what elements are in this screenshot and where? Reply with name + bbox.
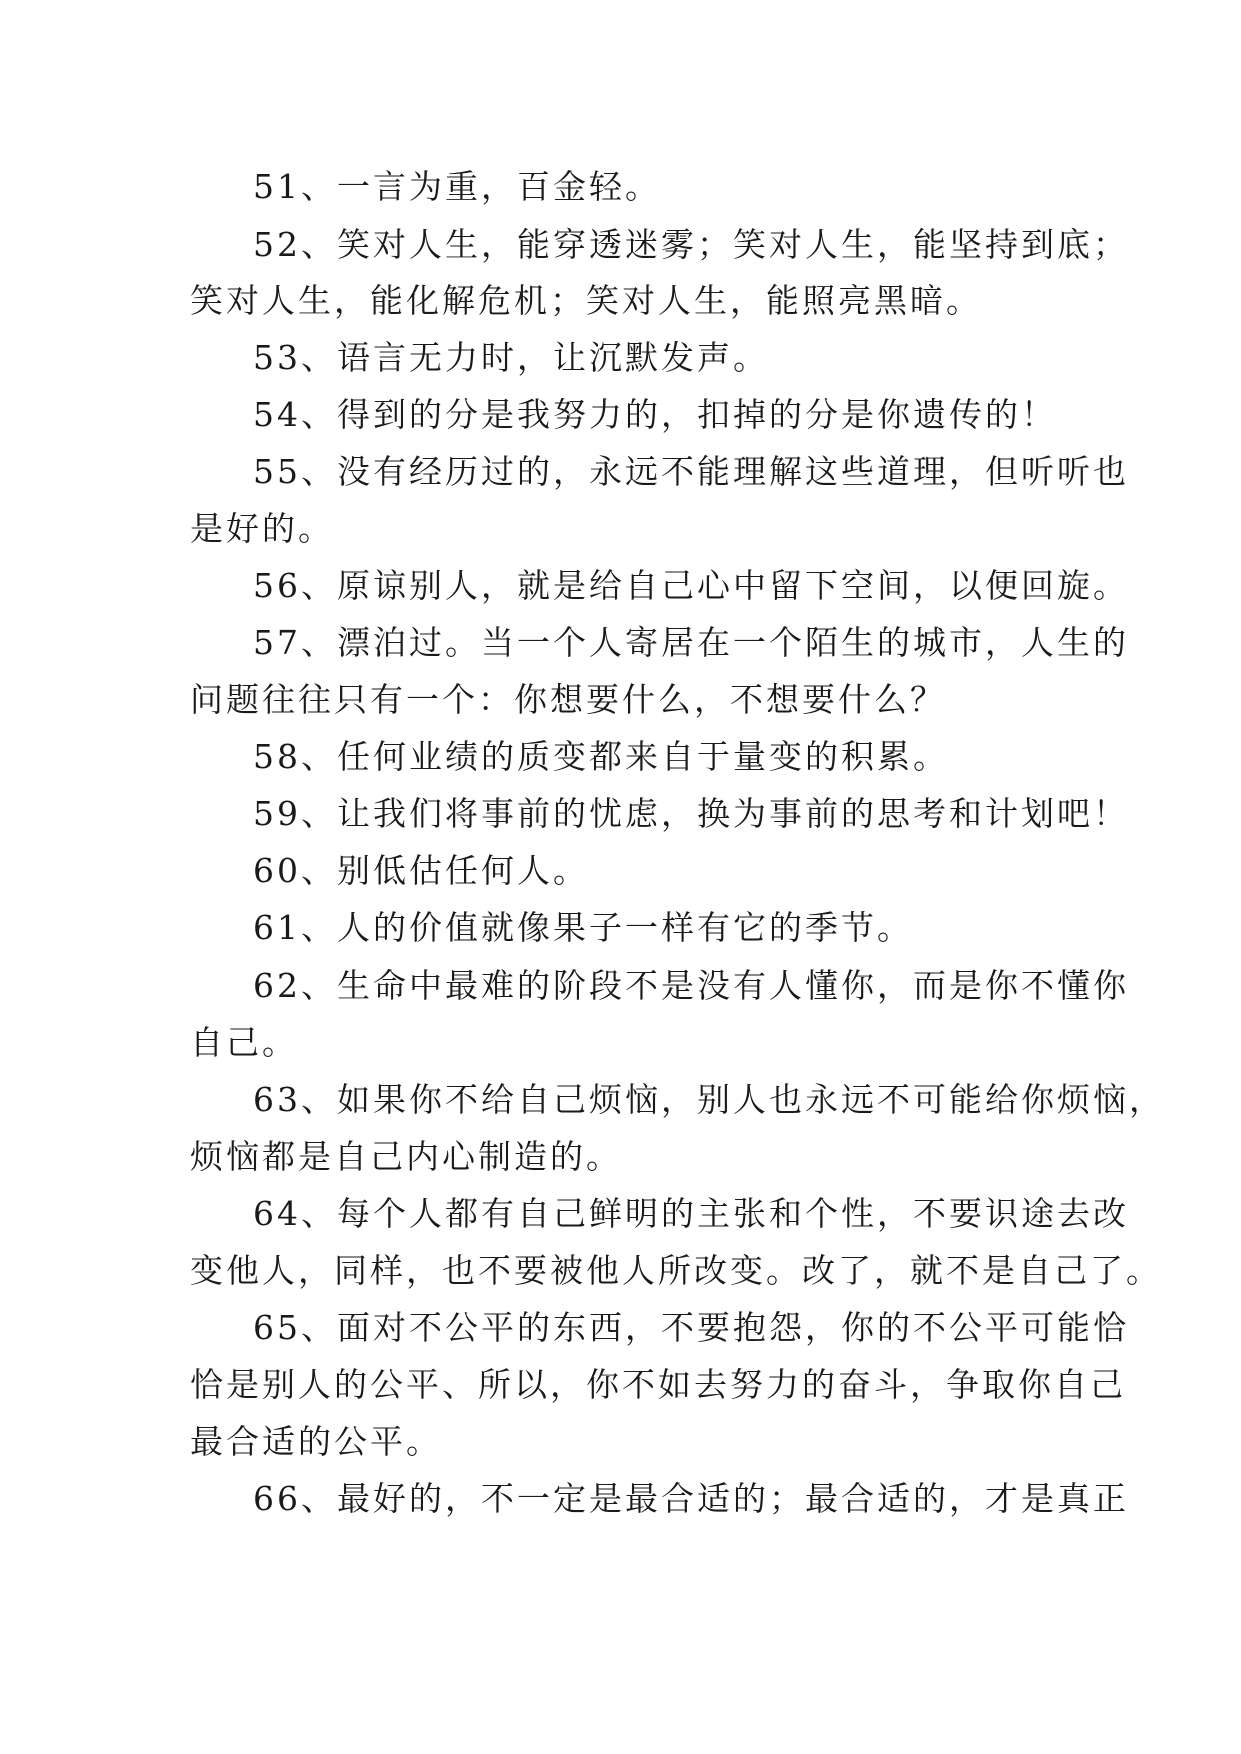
text-line: 烦恼都是自己内心制造的。 — [190, 1137, 622, 1176]
text-line: 64、每个人都有自己鲜明的主张和个性，不要识途去改 — [253, 1194, 1129, 1233]
text-line: 52、笑对人生，能穿透迷雾；笑对人生，能坚持到底； — [253, 225, 1129, 264]
text-line: 自己。 — [190, 1023, 298, 1062]
text-line: 60、别低估任何人。 — [253, 851, 589, 890]
text-line: 笑对人生，能化解危机；笑对人生，能照亮黑暗。 — [190, 281, 982, 320]
text-line: 恰是别人的公平、所以，你不如去努力的奋斗，争取你自己 — [190, 1365, 1126, 1404]
text-line: 51、一言为重，百金轻。 — [253, 167, 661, 206]
text-line: 是好的。 — [190, 509, 334, 548]
text-line: 变他人，同样，也不要被他人所改变。改了，就不是自己了。 — [190, 1251, 1162, 1290]
text-line: 54、得到的分是我努力的，扣掉的分是你遗传的！ — [253, 395, 1057, 434]
text-line: 66、最好的，不一定是最合适的；最合适的，才是真正 — [253, 1479, 1129, 1518]
text-line: 56、原谅别人，就是给自己心中留下空间，以便回旋。 — [253, 566, 1129, 605]
text-line: 62、生命中最难的阶段不是没有人懂你，而是你不懂你 — [253, 966, 1129, 1005]
text-line: 58、任何业绩的质变都来自于量变的积累。 — [253, 737, 949, 776]
text-line: 63、如果你不给自己烦恼，别人也永远不可能给你烦恼， — [253, 1080, 1165, 1119]
text-line: 55、没有经历过的，永远不能理解这些道理，但听听也 — [253, 452, 1129, 491]
text-line: 最合适的公平。 — [190, 1422, 442, 1461]
text-line: 53、语言无力时，让沉默发声。 — [253, 338, 769, 377]
text-line: 59、让我们将事前的忧虑，换为事前的思考和计划吧！ — [253, 794, 1129, 833]
text-line: 问题往往只有一个：你想要什么，不想要什么？ — [190, 680, 946, 719]
text-line: 57、漂泊过。当一个人寄居在一个陌生的城市，人生的 — [253, 623, 1129, 662]
text-line: 61、人的价值就像果子一样有它的季节。 — [253, 908, 913, 947]
text-line: 65、面对不公平的东西，不要抱怨，你的不公平可能恰 — [253, 1308, 1129, 1347]
